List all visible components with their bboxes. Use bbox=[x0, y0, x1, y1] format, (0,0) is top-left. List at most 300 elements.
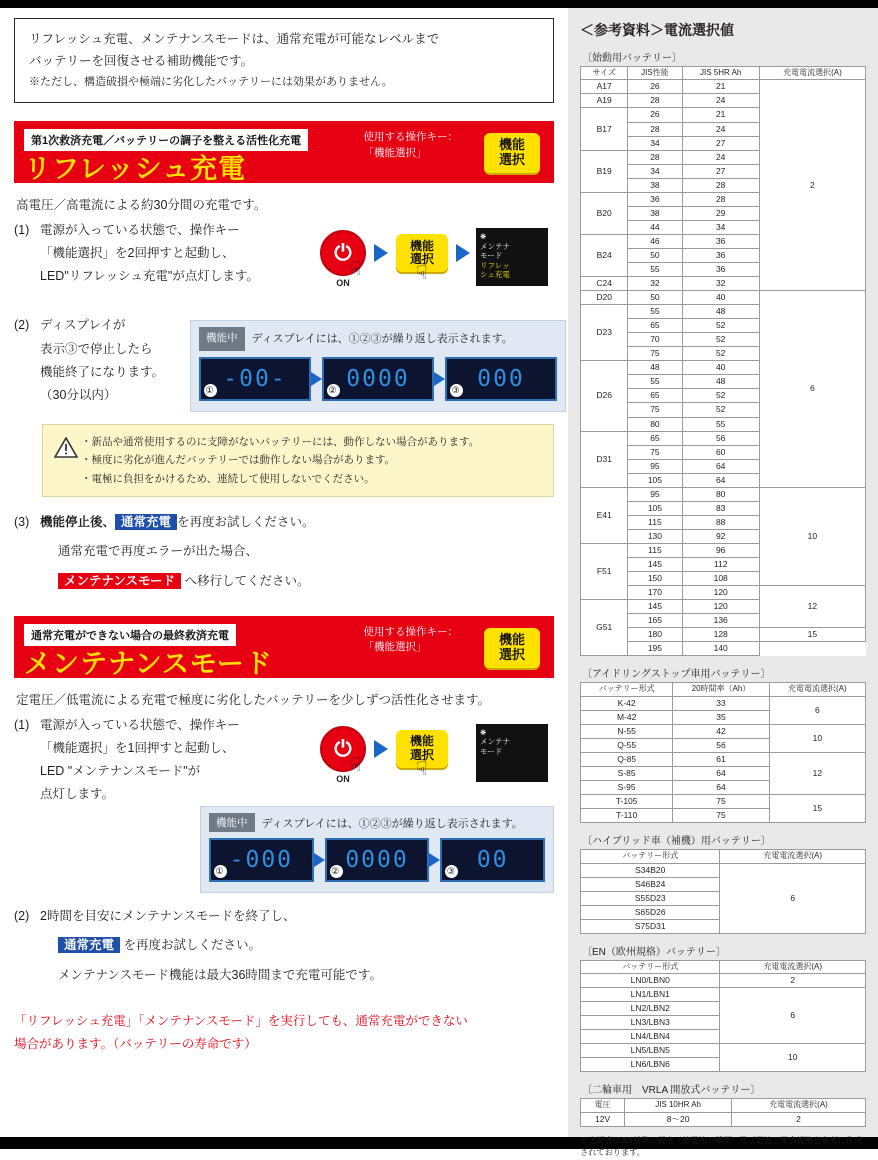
battery-size-cell: G51 bbox=[581, 600, 628, 656]
table-1-header-1: 20時間率（Ah） bbox=[673, 683, 769, 696]
section-2-badge-line-1: 機能 bbox=[498, 631, 525, 647]
battery-size-cell: F51 bbox=[581, 543, 628, 599]
arrow-right-icon-1 bbox=[374, 244, 388, 262]
table-row bbox=[581, 974, 866, 988]
table-cell: 27 bbox=[682, 136, 759, 150]
charge-current-cell: 2 bbox=[759, 80, 865, 291]
table-cell: 55 bbox=[682, 417, 759, 431]
function-key-line-1: 機能 bbox=[409, 238, 434, 253]
table-cell: 105 bbox=[628, 501, 682, 515]
charge-current-cell: 10 bbox=[720, 1044, 866, 1072]
table-cell: 50 bbox=[628, 291, 682, 305]
led-label-line-5: シュ充電 bbox=[480, 269, 510, 279]
table-cell: 28 bbox=[682, 178, 759, 192]
table-3-caption: 〔EN（欧州規格）バッテリー〕 bbox=[582, 946, 726, 958]
battery-size-cell: E41 bbox=[581, 487, 628, 543]
section-2-step-2-line-2 bbox=[58, 934, 554, 958]
caution-line-1: ・新品や通常使用するのに支障がないバッテリーには、動作しない場合があります。 bbox=[81, 435, 480, 448]
table-cell: 120 bbox=[682, 600, 759, 614]
table-cell: 145 bbox=[628, 557, 682, 571]
table-cell: 28 bbox=[628, 150, 682, 164]
section-2-badge-line-2: 選択 bbox=[498, 646, 525, 662]
battery-size-cell: B19 bbox=[581, 150, 628, 192]
table-2-header-1: 充電電流選択(A) bbox=[720, 850, 866, 863]
table-row bbox=[581, 1044, 866, 1058]
table-row bbox=[581, 850, 866, 863]
section-2-step-1-line-1: 電源が入っている状態で、操作キー bbox=[40, 717, 240, 732]
table-en-batteries bbox=[580, 960, 866, 1073]
section-2-tag: 通常充電ができない場合の最終救済充電 bbox=[24, 624, 236, 646]
battery-size-cell: B20 bbox=[581, 192, 628, 234]
table-cell: 28 bbox=[628, 122, 682, 136]
table-cell: 96 bbox=[682, 543, 759, 557]
led-label-line-4: リフレッ bbox=[480, 260, 510, 270]
battery-size-cell: D26 bbox=[581, 361, 628, 431]
table-0-caption: 〔始動用バッテリー〕 bbox=[582, 53, 682, 64]
table-cell: 70 bbox=[628, 333, 682, 347]
table-cell: LN5/LBN5 bbox=[581, 1044, 720, 1058]
table-cell: 52 bbox=[682, 319, 759, 333]
table-cell: 27 bbox=[682, 164, 759, 178]
table-cell: 24 bbox=[682, 122, 759, 136]
table-cell: 165 bbox=[628, 614, 682, 628]
table-1-header-2: 充電電流選択(A) bbox=[769, 683, 865, 696]
table-cell: 29 bbox=[682, 206, 759, 220]
table-row bbox=[581, 795, 866, 809]
segment-1-value: -00- bbox=[223, 365, 287, 392]
battery-size-cell: A19 bbox=[581, 94, 628, 108]
table-cell: 48 bbox=[682, 305, 759, 319]
section-2-illustration bbox=[14, 720, 554, 794]
section-1-step-3 bbox=[14, 511, 554, 534]
table-cell: 21 bbox=[682, 108, 759, 122]
table-3-header-0: バッテリー形式 bbox=[581, 960, 720, 973]
segment-display-3 bbox=[445, 357, 557, 401]
right-column bbox=[568, 8, 878, 1158]
table-cell: 28 bbox=[628, 94, 682, 108]
table-row bbox=[581, 752, 866, 766]
table-cell: 65 bbox=[628, 389, 682, 403]
table-cell: 65 bbox=[628, 431, 682, 445]
table-row bbox=[581, 487, 866, 501]
table-cell: 120 bbox=[682, 586, 759, 600]
table-cell: Q-55 bbox=[581, 738, 673, 752]
section-1-step-2-line-2: 表示③で停止したら bbox=[40, 341, 153, 356]
normal-charge-badge-1: 通常充電 bbox=[115, 514, 177, 530]
table-row bbox=[581, 291, 866, 305]
table-cell: 24 bbox=[682, 150, 759, 164]
table-cell: 32 bbox=[682, 277, 759, 291]
table-cell: 40 bbox=[682, 291, 759, 305]
section-2-display-text: ディスプレイには、①②③が繰り返し表示されます。 bbox=[261, 817, 523, 830]
table-motorcycle-batteries bbox=[580, 1098, 866, 1126]
power-on-label-2: ON bbox=[336, 774, 350, 785]
table-cell: 48 bbox=[682, 375, 759, 389]
table-cell: 108 bbox=[682, 572, 759, 586]
segment-display-2 bbox=[322, 357, 434, 401]
segment-1-index: ① bbox=[205, 384, 216, 395]
section-1-header bbox=[14, 121, 554, 183]
section-1-step-1-line-3: LED"リフレッシュ充電"が点灯します。 bbox=[40, 269, 259, 284]
charge-current-cell: 6 bbox=[720, 988, 866, 1044]
table-cell: 52 bbox=[682, 333, 759, 347]
table-cell: LN3/LBN3 bbox=[581, 1016, 720, 1030]
table-1-caption: 〔アイドリングストップ車用バッテリー〕 bbox=[582, 669, 771, 681]
footnote-line-1: 「リフレッシュ充電」「メンテナンスモード」を実行しても、通常充電ができない bbox=[14, 1013, 468, 1028]
hand-pointer-icon-1: ☟ bbox=[350, 259, 362, 281]
section-2-step-2 bbox=[14, 905, 554, 928]
segment-4-index: ① bbox=[215, 866, 226, 877]
section-1-step-2 bbox=[14, 314, 554, 413]
table-cell: 32 bbox=[628, 277, 682, 291]
charge-current-cell: 15 bbox=[769, 795, 865, 823]
section-1-step-2-line-1: ディスプレイが bbox=[40, 318, 126, 333]
table-4-caption: 〔二輪車用 VRLA 開放式バッテリー〕 bbox=[582, 1085, 761, 1097]
segment-3-value: 000 bbox=[477, 365, 525, 392]
section-1-display-text: ディスプレイには、①②③が繰り返し表示されます。 bbox=[251, 332, 513, 345]
table-cell: 75 bbox=[628, 403, 682, 417]
led-2-label-line-3: モード bbox=[480, 746, 503, 756]
section-1-step-2-line-4: （30分以内） bbox=[40, 387, 117, 402]
table-cell: 195 bbox=[628, 642, 682, 656]
section-1-step-3-line-2: 通常充電で再度エラーが出た場合、 bbox=[58, 544, 259, 559]
section-2-step-2-line-3: メンテナンスモード機能は最大36時間まで充電可能です。 bbox=[58, 967, 382, 982]
table-cell: 128 bbox=[682, 628, 759, 642]
table-cell: 44 bbox=[628, 220, 682, 234]
table-0-header-3: 充電電流選択(A) bbox=[759, 67, 865, 80]
table-cell: 34 bbox=[682, 220, 759, 234]
section-1-step-3-number: (3) bbox=[14, 514, 30, 529]
table-cell: 130 bbox=[628, 529, 682, 543]
section-2-step-2-number: (2) bbox=[14, 909, 30, 924]
battery-size-cell: A17 bbox=[581, 80, 628, 94]
table-cell: 34 bbox=[628, 164, 682, 178]
table-cell: 36 bbox=[628, 192, 682, 206]
section-1-key-info-line-2: 「機能選択」 bbox=[363, 146, 427, 159]
arrow-right-icon-2 bbox=[456, 244, 470, 262]
hand-pointer-icon-3: ☟ bbox=[350, 755, 362, 777]
table-cell: 64 bbox=[673, 780, 769, 794]
table-0-header-2: JIS 5HR Ah bbox=[682, 67, 759, 80]
table-cell: 38 bbox=[628, 206, 682, 220]
led-indicator-panel-1 bbox=[476, 228, 548, 286]
table-cell: 34 bbox=[628, 136, 682, 150]
table-cell: 55 bbox=[628, 263, 682, 277]
table-cell: 26 bbox=[628, 108, 682, 122]
table-cell: 24 bbox=[682, 94, 759, 108]
segment-2-index: ② bbox=[328, 384, 339, 395]
segment-display-4 bbox=[209, 838, 314, 882]
charge-current-cell: 6 bbox=[759, 291, 865, 488]
table-cell: LN6/LBN6 bbox=[581, 1058, 720, 1072]
function-key-2-line-2: 選択 bbox=[409, 748, 434, 763]
section-1-step-2-number: (2) bbox=[14, 318, 30, 333]
table-cell: 55 bbox=[628, 305, 682, 319]
table-cell: 95 bbox=[628, 487, 682, 501]
hand-pointer-icon-4: ☟ bbox=[416, 759, 428, 781]
section-1-segment-row bbox=[199, 357, 557, 401]
reference-title: ＜参考資料＞電流選択値 bbox=[580, 22, 734, 38]
table-row bbox=[581, 1099, 866, 1112]
table-cell: 52 bbox=[682, 389, 759, 403]
section-2-key-info bbox=[364, 625, 459, 657]
table-cell: 26 bbox=[628, 80, 682, 94]
table-cell: 80 bbox=[682, 487, 759, 501]
charge-current-cell: 10 bbox=[769, 724, 865, 752]
charge-current-cell: 12 bbox=[769, 752, 865, 794]
charge-current-cell: 12 bbox=[759, 586, 865, 628]
charge-current-cell: 10 bbox=[759, 487, 865, 585]
table-4-header-1: JIS 10HR Ah bbox=[625, 1099, 732, 1112]
intro-line-1: リフレッシュ充電、メンテナンスモードは、通常充電が可能なレベルまで bbox=[29, 32, 440, 46]
table-cell: 36 bbox=[682, 234, 759, 248]
section-1-step-3-line-3-tail: へ移行してください。 bbox=[184, 573, 310, 588]
section-1-key-info-line-1: 使用する操作キー： bbox=[363, 131, 458, 143]
table-0-header-1: JIS性能 bbox=[628, 67, 682, 80]
section-2-step-1-line-4: 点灯します。 bbox=[40, 786, 115, 801]
table-row bbox=[581, 683, 866, 696]
intro-line-2: バッテリーを回復させる補助機能です。 bbox=[29, 53, 254, 68]
table-cell: S46B24 bbox=[581, 877, 720, 891]
table-cell: 112 bbox=[682, 557, 759, 571]
led-burst-icon-2: ✳ bbox=[480, 728, 487, 738]
table-3-header-1: 充電電流選択(A) bbox=[720, 960, 866, 973]
led-indicator-panel-2 bbox=[476, 724, 548, 782]
maintenance-mode-badge: メンテナンスモード bbox=[58, 573, 181, 589]
table-cell: 170 bbox=[628, 586, 682, 600]
section-2-function-key-badge bbox=[484, 628, 540, 668]
segment-arrow-icon-3 bbox=[314, 853, 325, 867]
section-1-step-1-number: (1) bbox=[14, 223, 30, 237]
table-4-header-2: 充電電流選択(A) bbox=[732, 1099, 866, 1112]
table-cell: 36 bbox=[682, 263, 759, 277]
table-row bbox=[581, 80, 866, 94]
table-cell: T-105 bbox=[581, 795, 673, 809]
table-cell: 40 bbox=[682, 361, 759, 375]
table-cell: 35 bbox=[673, 710, 769, 724]
footnote-line-2: 場合があります。（バッテリーの寿命です） bbox=[14, 1037, 257, 1052]
section-2-display-pill: 機能中 bbox=[209, 813, 255, 832]
table-cell: 75 bbox=[673, 795, 769, 809]
section-1-title: リフレッシュ充電 bbox=[24, 154, 247, 184]
table-cell: 64 bbox=[682, 473, 759, 487]
battery-size-cell: C24 bbox=[581, 277, 628, 291]
table-cell: N-55 bbox=[581, 724, 673, 738]
section-1-step-3-line-1a: 機能停止後、 bbox=[40, 514, 116, 529]
power-glyph: ⏻ bbox=[334, 240, 352, 266]
table-cell: 56 bbox=[673, 738, 769, 752]
charge-current-cell: 6 bbox=[769, 696, 865, 724]
table-cell: K-42 bbox=[581, 696, 673, 710]
section-1-display-pill: 機能中 bbox=[199, 327, 245, 350]
section-2-step-1-line-2: 「機能選択」を1回押すと起動し、 bbox=[40, 740, 235, 755]
top-black-bar bbox=[0, 0, 878, 8]
table-2-caption: 〔ハイブリッド車（補機）用バッテリー〕 bbox=[582, 836, 771, 848]
power-glyph-2: ⏻ bbox=[334, 736, 352, 762]
table-row bbox=[581, 696, 866, 710]
table-cell: LN4/LBN4 bbox=[581, 1030, 720, 1044]
section-2-step-1-number: (1) bbox=[14, 717, 30, 732]
table-cell: 21 bbox=[682, 80, 759, 94]
table-cell: 48 bbox=[628, 361, 682, 375]
table-cell: 145 bbox=[628, 600, 682, 614]
segment-arrow-icon-4 bbox=[429, 853, 440, 867]
warning-triangle-icon bbox=[51, 433, 81, 488]
section-2-display-head bbox=[209, 813, 545, 832]
table-cell: 64 bbox=[682, 459, 759, 473]
section-1-key-info bbox=[364, 130, 459, 162]
section-2-header bbox=[14, 616, 554, 678]
segment-arrow-icon-2 bbox=[434, 372, 445, 386]
table-cell: 2 bbox=[732, 1112, 866, 1126]
section-1-step-3-line-3 bbox=[58, 570, 554, 594]
table-cell: 60 bbox=[682, 445, 759, 459]
table-cell: LN1/LBN1 bbox=[581, 988, 720, 1002]
section-2-step-2-line-1: 2時間を目安にメンテナンスモードを終了し、 bbox=[40, 909, 296, 924]
left-column bbox=[0, 8, 568, 1137]
table-cell: 38 bbox=[628, 178, 682, 192]
segment-5-index: ② bbox=[331, 866, 342, 877]
table-cell: 83 bbox=[682, 501, 759, 515]
charge-current-cell: 6 bbox=[720, 863, 866, 933]
hand-pointer-icon-2: ☟ bbox=[416, 263, 428, 285]
table-cell: 150 bbox=[628, 572, 682, 586]
battery-size-cell: D20 bbox=[581, 291, 628, 305]
power-on-label: ON bbox=[336, 278, 350, 289]
table-cell: 8〜20 bbox=[625, 1112, 732, 1126]
function-key-2-line-1: 機能 bbox=[409, 734, 434, 749]
table-cell: 140 bbox=[682, 642, 759, 656]
table-row bbox=[581, 67, 866, 80]
table-cell: 52 bbox=[682, 403, 759, 417]
table-cell: 105 bbox=[628, 473, 682, 487]
table-cell: 46 bbox=[628, 234, 682, 248]
section-1-tag: 第1次救済充電／バッテリーの調子を整える活性化充電 bbox=[24, 129, 308, 151]
section-1-step-2-line-3: 機能終了になります。 bbox=[40, 364, 165, 379]
section-1-display-head bbox=[199, 327, 557, 350]
table-cell: 180 bbox=[628, 628, 682, 642]
table-2-header-0: バッテリー形式 bbox=[581, 850, 720, 863]
section-2-title: メンテナンスモード bbox=[24, 648, 273, 679]
table-cell: 50 bbox=[628, 248, 682, 262]
document-footnote bbox=[14, 1010, 554, 1058]
table-cell: 80 bbox=[628, 417, 682, 431]
table-cell: 75 bbox=[673, 809, 769, 823]
table-cell: Q-85 bbox=[581, 752, 673, 766]
table-cell: S-95 bbox=[581, 780, 673, 794]
table-cell: 75 bbox=[628, 347, 682, 361]
section-1-display-panel bbox=[190, 320, 566, 411]
table-cell: 136 bbox=[682, 614, 759, 628]
segment-2-value: 0000 bbox=[346, 365, 410, 392]
table-cell: 88 bbox=[682, 515, 759, 529]
section-1-badge-line-1: 機能 bbox=[498, 137, 525, 153]
table-row bbox=[581, 724, 866, 738]
table-cell: 12V bbox=[581, 1112, 625, 1126]
segment-5-value: 0000 bbox=[345, 847, 409, 874]
segment-display-5 bbox=[325, 838, 430, 882]
table-cell: 52 bbox=[682, 347, 759, 361]
table-cell: 61 bbox=[673, 752, 769, 766]
led-burst-icon: ✳ bbox=[480, 232, 487, 242]
battery-size-cell: D23 bbox=[581, 305, 628, 361]
section-2-step-1-line-3: LED "メンテナンスモード"が bbox=[40, 763, 201, 778]
caution-line-2: ・極度に劣化が進んだバッテリーでは動作しない場合があります。 bbox=[81, 454, 396, 467]
segment-display-6 bbox=[440, 838, 545, 882]
normal-charge-badge-2: 通常充電 bbox=[58, 937, 120, 953]
section-1-step-3-line-1c: を再度お試しください。 bbox=[177, 514, 315, 529]
led-2-label-line-1: メンテナ bbox=[480, 737, 510, 747]
intro-box bbox=[14, 18, 554, 103]
charge-current-cell: 2 bbox=[720, 974, 866, 988]
reference-note: ※上記表はJIS基準の規定（蓄電池の種類）及び電池工業会規格を参考に作成されております。 bbox=[580, 1135, 863, 1158]
section-1-lead: 高電圧／高電流による約30分間の充電です。 bbox=[16, 198, 267, 212]
battery-size-cell: D31 bbox=[581, 431, 628, 487]
battery-size-cell: B17 bbox=[581, 108, 628, 150]
battery-size-cell: B24 bbox=[581, 234, 628, 276]
charge-current-cell: 15 bbox=[759, 628, 865, 642]
table-cell: S75D31 bbox=[581, 919, 720, 933]
table-4-header-0: 電圧 bbox=[581, 1099, 625, 1112]
table-row bbox=[581, 1112, 866, 1126]
table-cell: 33 bbox=[673, 696, 769, 710]
table-cell: 115 bbox=[628, 515, 682, 529]
table-cell: LN0/LBN0 bbox=[581, 974, 720, 988]
section-2-display-panel bbox=[200, 806, 554, 893]
section-2-key-info-line-1: 使用する操作キー： bbox=[363, 625, 458, 638]
led-label-line-3: モード bbox=[480, 251, 503, 261]
led-label-line-1: メンテナ bbox=[480, 241, 510, 251]
segment-display-1 bbox=[199, 357, 311, 401]
section-1-badge-line-2: 選択 bbox=[498, 152, 525, 167]
table-cell: 95 bbox=[628, 459, 682, 473]
section-2-key-info-line-2: 「機能選択」 bbox=[363, 641, 427, 654]
table-cell: 65 bbox=[628, 319, 682, 333]
section-2-segment-row bbox=[209, 838, 545, 882]
table-cell: 75 bbox=[628, 445, 682, 459]
section-1-step-1-line-2: 「機能選択」を2回押すと起動し、 bbox=[40, 246, 235, 261]
segment-4-value: -000 bbox=[229, 847, 294, 874]
table-1-header-0: バッテリー形式 bbox=[581, 683, 673, 696]
table-cell: 92 bbox=[682, 529, 759, 543]
table-0-header-0: サイズ bbox=[581, 67, 628, 80]
table-cell: T-110 bbox=[581, 809, 673, 823]
table-cell: 36 bbox=[682, 248, 759, 262]
table-row bbox=[581, 863, 866, 877]
table-cell: M-42 bbox=[581, 710, 673, 724]
table-row bbox=[581, 960, 866, 973]
table-cell: LN2/LBN2 bbox=[581, 1002, 720, 1016]
table-cell: 115 bbox=[628, 543, 682, 557]
table-starter-batteries bbox=[580, 66, 866, 656]
table-cell: S34B20 bbox=[581, 863, 720, 877]
section-1-function-key-badge bbox=[484, 133, 540, 173]
segment-6-value: 00 bbox=[476, 847, 509, 874]
table-cell: 28 bbox=[682, 192, 759, 206]
section-1-step-1-line-1: 電源が入っている状態で、操作キー bbox=[40, 223, 240, 237]
table-cell: S65D26 bbox=[581, 905, 720, 919]
segment-6-index: ③ bbox=[446, 866, 457, 877]
table-idling-stop-batteries bbox=[580, 682, 866, 823]
table-cell: 56 bbox=[682, 431, 759, 445]
arrow-right-icon-3 bbox=[374, 740, 388, 758]
table-cell: S55D23 bbox=[581, 891, 720, 905]
table-row bbox=[581, 988, 866, 1002]
segment-arrow-icon-1 bbox=[311, 372, 322, 386]
table-hybrid-batteries bbox=[580, 849, 866, 934]
table-cell: 64 bbox=[673, 766, 769, 780]
section-2-step-2-line-2-tail: を再度お試しください。 bbox=[123, 938, 262, 953]
